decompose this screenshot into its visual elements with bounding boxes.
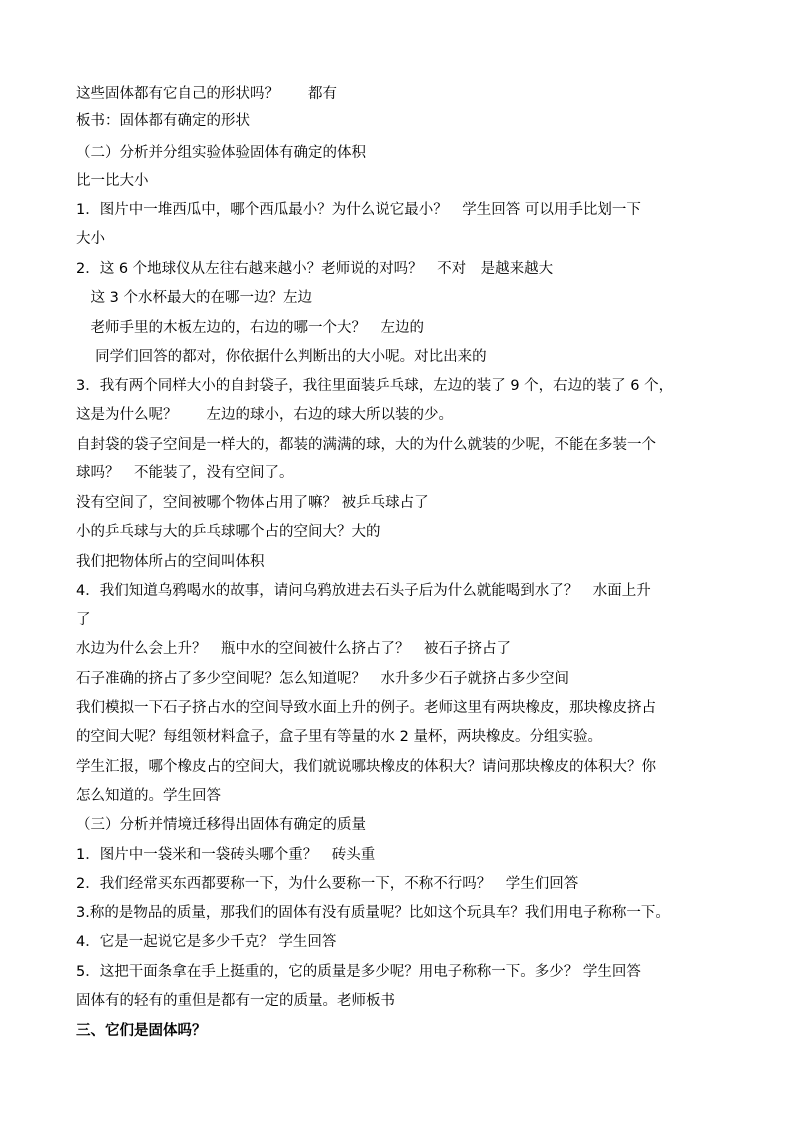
text-line: 2．这 6 个地球仪从左往右越来越小？老师说的对吗？ 不对 是越来越大 (76, 261, 554, 277)
text-line: 了 (76, 612, 91, 628)
text-line: 同学们回答的都对，你依据什么判断出的大小呢。对比出来的 (76, 349, 487, 365)
text-line: 4．我们知道乌鸦喝水的故事，请问乌鸦放进去石头子后为什么就能喝到水了？ 水面上升 (76, 583, 651, 599)
text-line: 自封袋的袋子空间是一样大的，都装的满满的球，大的为什么就装的少呢，不能在多装一个 (76, 437, 656, 453)
text-line: 5．这把干面条拿在手上挺重的，它的质量是多少呢？用电子称称一下。多少？ 学生回答 (76, 964, 641, 980)
text-line: 2．我们经常买东西都要称一下，为什么要称一下，不称不行吗？ 学生们回答 (76, 876, 579, 892)
text-line: 石子准确的挤占了多少空间呢？怎么知道呢？ 水升多少石子就挤占多少空间 (76, 671, 569, 687)
text-line: 我们模拟一下石子挤占水的空间导致水面上升的例子。老师这里有两块橡皮，那块橡皮挤占 (76, 700, 656, 716)
text-line: 3.称的是物品的质量，那我们的固体有没有质量呢？比如这个玩具车？我们用电子称称一下。 (76, 905, 670, 921)
section-heading: （二）分析并分组实验体验固体有确定的体积 (76, 145, 366, 161)
text-line: 怎么知道的。学生回答 (76, 788, 221, 804)
text-line: 学生汇报，哪个橡皮占的空间大，我们就说哪块橡皮的体积大？请问那块橡皮的体积大？你 (76, 759, 656, 775)
text-line: 水边为什么会上升？ 瓶中水的空间被什么挤占了？ 被石子挤占了 (76, 641, 511, 657)
section-heading: （三）分析并情境迁移得出固体有确定的质量 (76, 817, 366, 833)
text-line: 比一比大小 (76, 173, 149, 189)
text-line: 4．它是一起说它是多少千克？ 学生回答 (76, 934, 337, 950)
text-line: 1．图片中一袋米和一袋砖头哪个重？ 砖头重 (76, 847, 376, 863)
text-line: 这是为什么呢？ 左边的球小，右边的球大所以装的少。 (76, 407, 453, 423)
text-line: 老师手里的木板左边的，右边的哪一个大？ 左边的 (76, 320, 424, 336)
text-line: 没有空间了，空间被哪个物体占用了嘛？ 被乒乓球占了 (76, 495, 429, 511)
text-line: 的空间大呢？每组领材料盒子，盒子里有等量的水 2 量杯，两块橡皮。分组实验。 (76, 729, 602, 745)
text-line: 固体有的轻有的重但是都有一定的质量。老师板书 (76, 993, 395, 1009)
text-line: 这些固体都有它自己的形状吗？ 都有 (76, 86, 337, 102)
text-line: 这 3 个水杯最大的在哪一边？左边 (76, 290, 312, 306)
text-line: 我们把物体所占的空间叫体积 (76, 554, 265, 570)
text-line: 小的乒乓球与大的乒乓球哪个占的空间大？大的 (76, 524, 381, 540)
text-line: 1．图片中一堆西瓜中，哪个西瓜最小？为什么说它最小？ 学生回答 可以用手比划一下 (76, 202, 641, 218)
section-heading-bold: 三、它们是固体吗？ (76, 1023, 207, 1039)
text-line: 球吗？ 不能装了，没有空间了。 (76, 465, 294, 481)
text-line: 大小 (76, 231, 105, 247)
text-line: 3．我有两个同样大小的自封袋子，我往里面装乒乓球，左边的装了 9 个，右边的装了 6 个， (76, 378, 674, 394)
text-line: 板书：固体都有确定的形状 (76, 113, 250, 129)
